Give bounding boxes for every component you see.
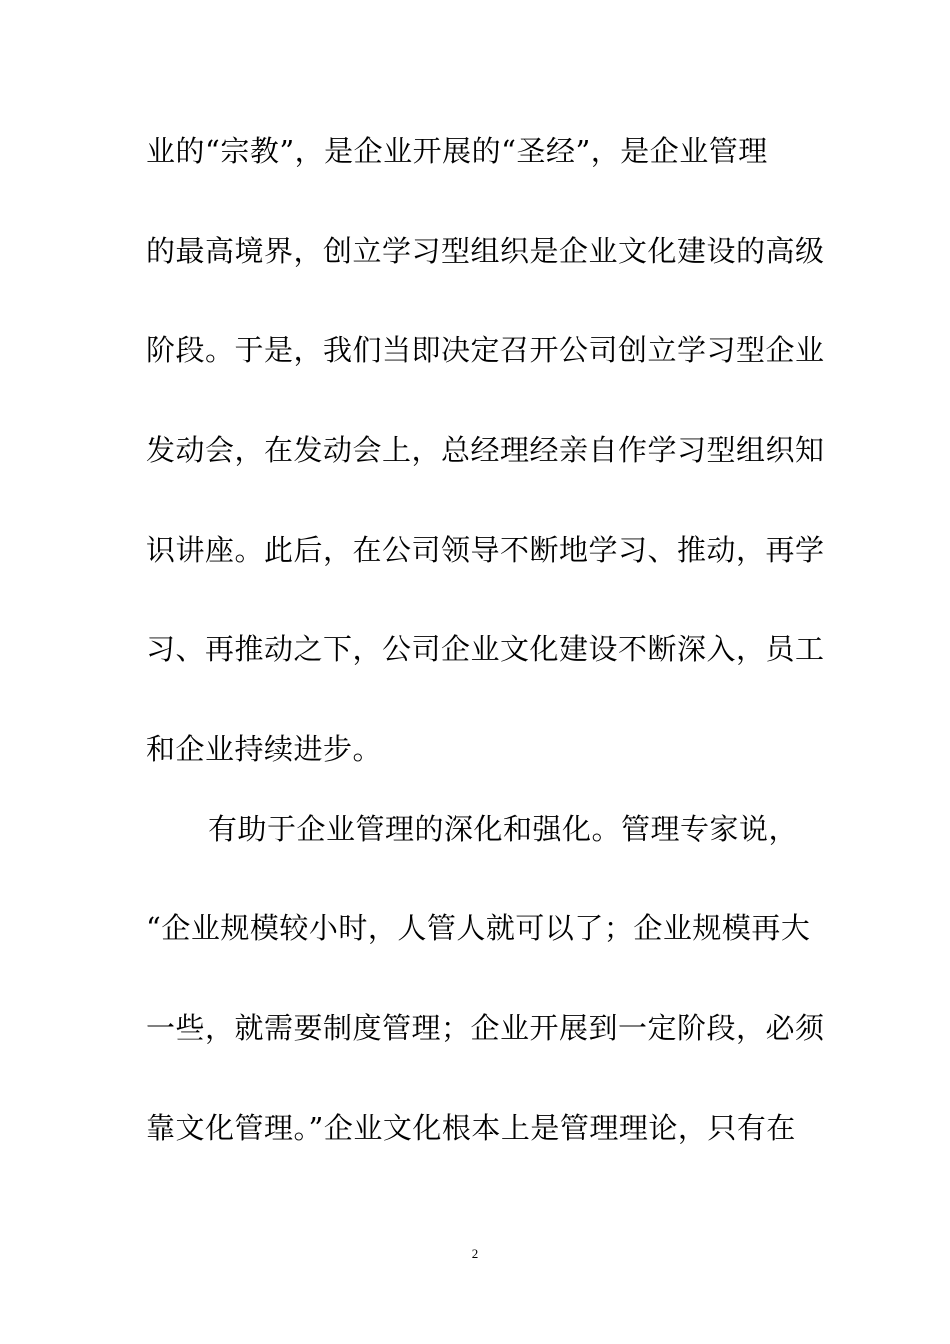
body-text-line: 阶段。于是，我们当即决定召开公司创立学习型企业 — [146, 333, 825, 367]
body-text-line: 发动会，在发动会上，总经理经亲自作学习型组织知 — [146, 433, 825, 467]
body-text-line: “企业规模较小时，人管人就可以了；企业规模再大 — [146, 911, 811, 945]
page-number: 2 — [471, 1246, 479, 1261]
body-text-line: 习、再推动之下，公司企业文化建设不断深入，员工 — [146, 632, 825, 666]
body-text-line: 一些，就需要制度管理；企业开展到一定阶段，必须 — [146, 1011, 825, 1045]
body-text-line: 的最高境界，创立学习型组织是企业文化建设的高级 — [146, 234, 825, 268]
paragraph-first-line: 有助于企业管理的深化和强化。管理专家说， — [208, 812, 799, 846]
body-text-line: 业的“宗教”，是企业开展的“圣经”，是企业管理 — [146, 134, 768, 168]
body-text-line: 识讲座。此后，在公司领导不断地学习、推动，再学 — [146, 533, 825, 567]
body-text-line: 靠文化管理。”企业文化根本上是管理理论，只有在 — [146, 1111, 796, 1145]
body-text-line: 和企业持续进步。 — [146, 732, 383, 766]
